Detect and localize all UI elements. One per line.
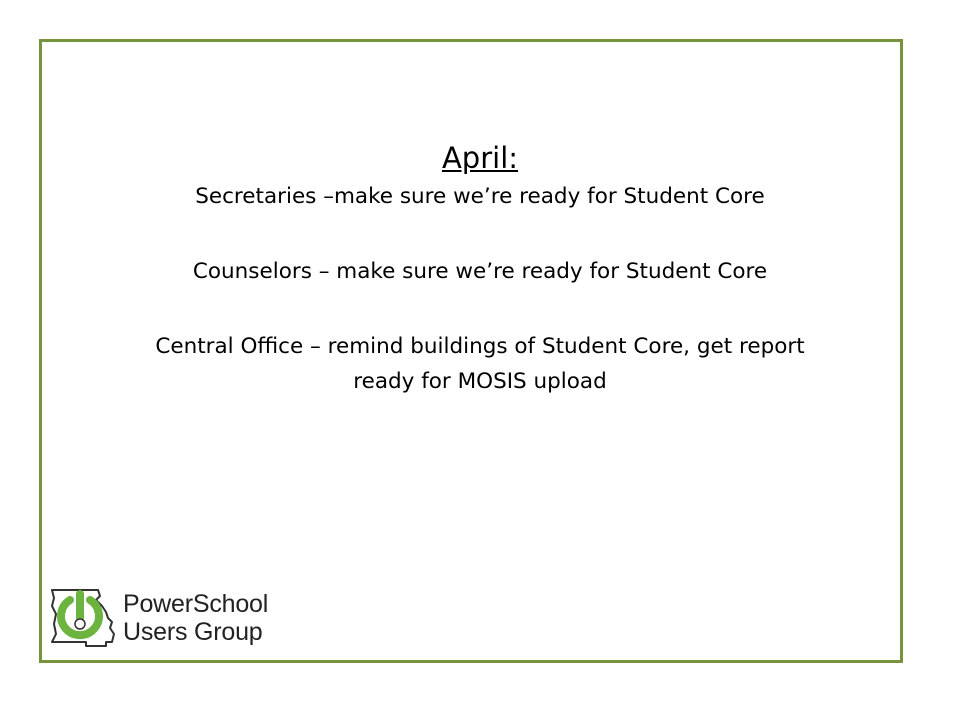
spacer bbox=[42, 289, 918, 329]
counselors-line: Counselors – make sure we’re ready for Student Core bbox=[192, 258, 768, 284]
secretaries-line: Secretaries –make sure we’re ready for Student Core bbox=[195, 183, 765, 209]
missouri-map-power-icon bbox=[46, 584, 120, 650]
slide-title: April: bbox=[441, 141, 519, 175]
slide-content bbox=[42, 138, 918, 399]
logo-wordmark bbox=[123, 590, 268, 646]
spacer bbox=[42, 214, 918, 254]
powerschool-users-group-logo bbox=[46, 584, 306, 650]
central-office-line: Central Office – remind buildings of Student Core, get report bbox=[155, 333, 805, 359]
central-office-line-continued: ready for MOSIS upload bbox=[353, 368, 607, 394]
logo-line-users-group: Users Group bbox=[123, 618, 263, 646]
logo-line-powerschool: PowerSchool bbox=[123, 590, 269, 618]
